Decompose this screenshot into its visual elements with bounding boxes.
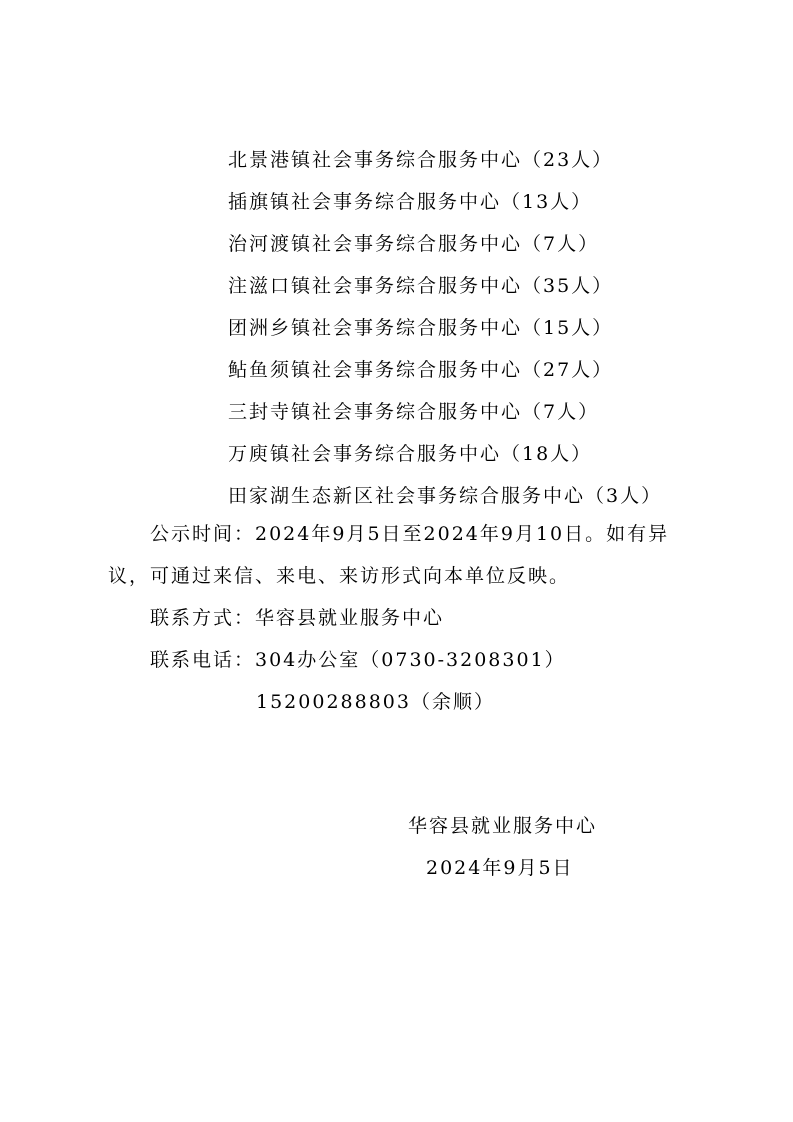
list-item: 万庾镇社会事务综合服务中心（18人）: [228, 443, 593, 465]
list-item: 团洲乡镇社会事务综合服务中心（15人）: [228, 317, 614, 339]
contact-method: 联系方式：华容县就业服务中心: [150, 607, 445, 629]
list-item: 北景港镇社会事务综合服务中心（23人）: [228, 149, 614, 171]
list-item: 注滋口镇社会事务综合服务中心（35人）: [228, 275, 614, 297]
list-item: 田家湖生态新区社会事务综合服务中心（3人）: [228, 485, 663, 507]
notice-feedback-line: 议，可通过来信、来电、来访形式向本单位反映。: [108, 565, 571, 587]
list-item: 三封寺镇社会事务综合服务中心（7人）: [228, 401, 600, 423]
contact-phone-mobile: 15200288803（余顺）: [256, 691, 495, 713]
signature-date: 2024年9月5日: [426, 857, 574, 879]
notice-period-line: 公示时间：2024年9月5日至2024年9月10日。如有异: [150, 523, 670, 545]
contact-phone-office: 联系电话：304办公室（0730-3208301）: [150, 649, 566, 671]
list-item: 治河渡镇社会事务综合服务中心（7人）: [228, 233, 600, 255]
signature-organization: 华容县就业服务中心: [408, 815, 598, 837]
list-item: 鲇鱼须镇社会事务综合服务中心（27人）: [228, 359, 614, 381]
list-item: 插旗镇社会事务综合服务中心（13人）: [228, 191, 593, 213]
